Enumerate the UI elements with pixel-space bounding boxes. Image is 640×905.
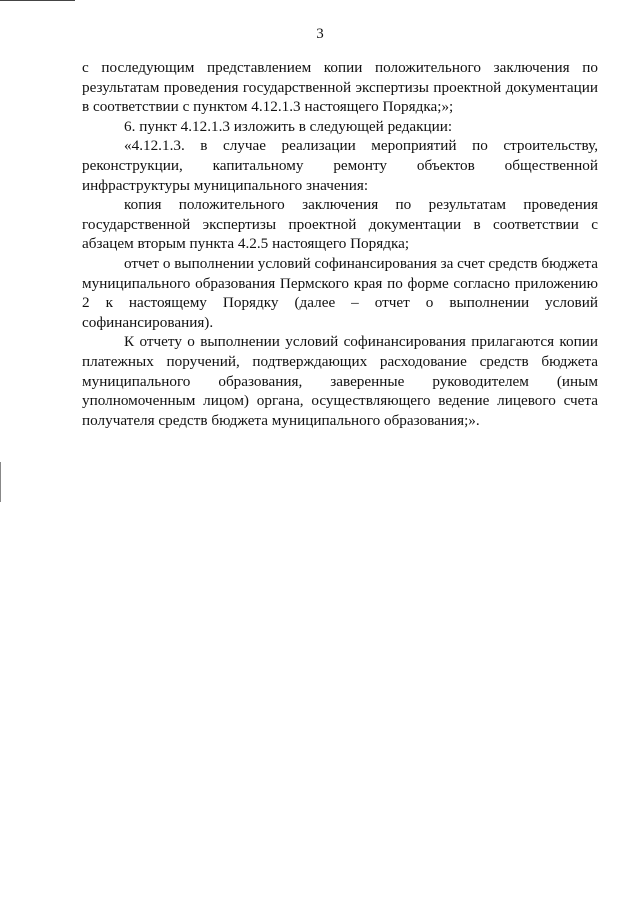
paragraph-continuation: с последующим представлением копии положительного заключения по результатам проведения государственной экспертизы проектной документации в соответствии с пунктом 4.12.1.3 настоящего Порядка;»;	[82, 59, 598, 116]
paragraph-attachments: К отчету о выполнении условий софинансирования прилагаются копии платежных поручений, подтверждающих расходование средств бюджета муниципального образования, заверенные руководителем (иным уполномоченным лицом) органа, осуществляющего ведение лицевого счета получателя средств бюджета муниципального образования;».	[82, 333, 598, 429]
paragraph-clause-4-12-1-3: «4.12.1.3. в случае реализации мероприятий по строительству, реконструкции, капитальному ремонту объектов общественной инфраструктуры муниципального значения:	[82, 137, 598, 194]
paragraph-copy-of-conclusion: копия положительного заключения по результатам проведения государственной экспертизы проектной документации в соответствии с абзацем вторым пункта 4.2.5 настоящего Порядка;	[82, 196, 598, 253]
paragraph-cofinancing-report: отчет о выполнении условий софинансирования за счет средств бюджета муниципального образования Пермского края по форме согласно приложению 2 к настоящему Порядку (далее – отчет о выполнении условий софинансирования).	[82, 254, 598, 331]
page-number: 3	[316, 26, 324, 42]
scan-edge-mark	[0, 462, 1, 502]
scan-edge-line	[0, 0, 75, 1]
document-body	[82, 58, 598, 430]
paragraph-item-6: 6. пункт 4.12.1.3 изложить в следующей редакции:	[124, 117, 453, 135]
